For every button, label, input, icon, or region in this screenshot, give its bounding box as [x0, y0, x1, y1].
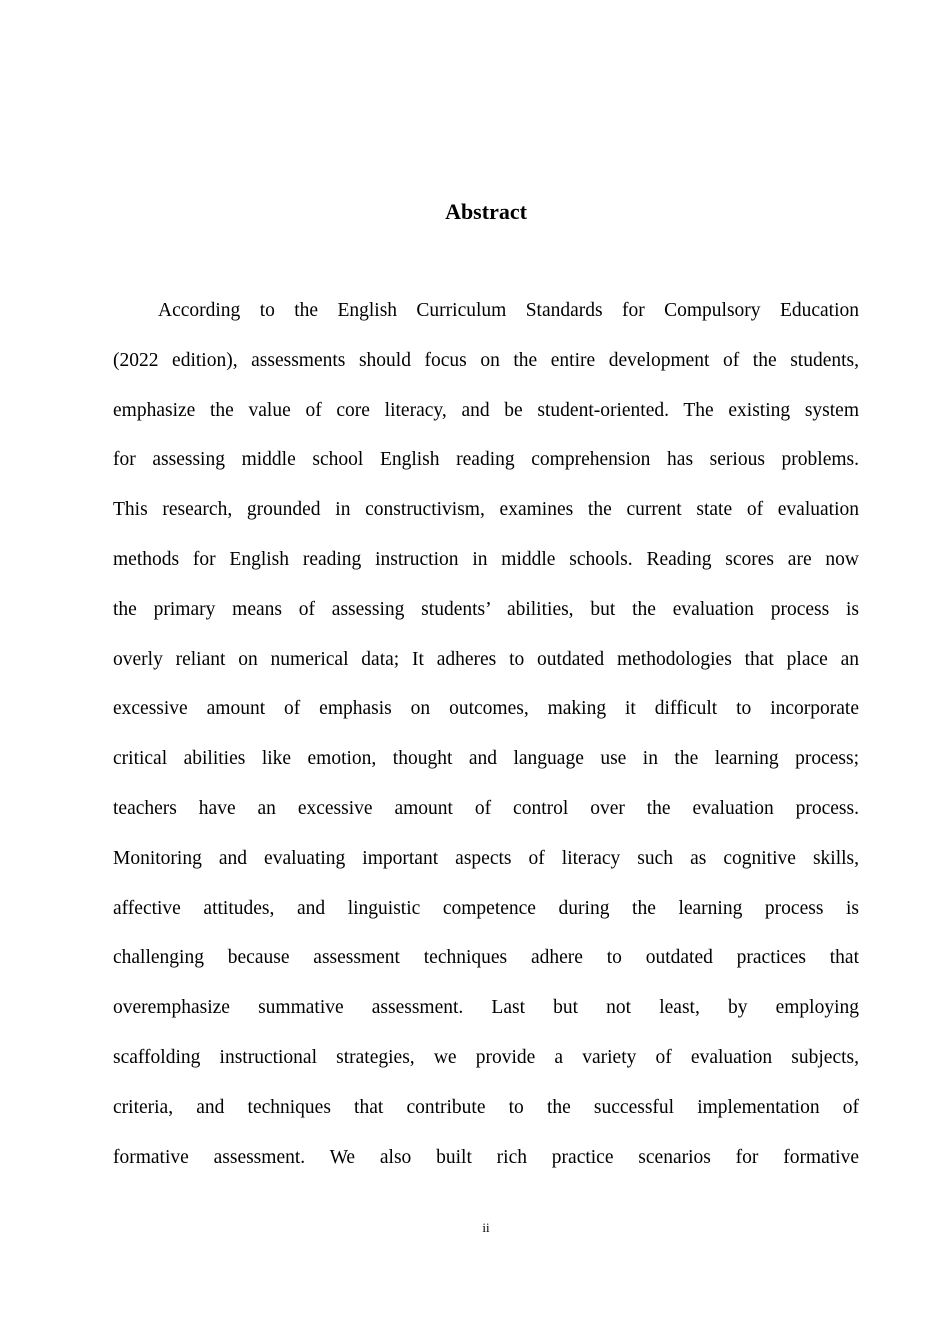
abstract-line: scaffolding instructional strategies, we provide a variety of evaluation subjects, — [113, 1046, 859, 1068]
abstract-line: for assessing middle school English reading comprehension has serious problems. — [113, 449, 859, 471]
abstract-line: methods for English reading instruction in middle schools. Reading scores are now — [113, 548, 859, 570]
page-number: ii — [482, 1220, 490, 1235]
abstract-line: teachers have an excessive amount of control over the evaluation process. — [113, 797, 859, 819]
abstract-line: emphasize the value of core literacy, and be student-oriented. The existing system — [113, 399, 859, 421]
abstract-line: According to the English Curriculum Standards for Compulsory Education — [158, 300, 859, 321]
abstract-body — [113, 286, 859, 1182]
abstract-line: challenging because assessment techniques adhere to outdated practices that — [113, 947, 859, 969]
abstract-line: criteria, and techniques that contribute to the successful implementation of — [113, 1096, 859, 1118]
abstract-line: This research, grounded in constructivism, examines the current state of evaluation — [113, 499, 859, 521]
abstract-line: Monitoring and evaluating important aspects of literacy such as cognitive skills, — [113, 847, 859, 869]
abstract-line: affective attitudes, and linguistic competence during the learning process is — [113, 897, 859, 919]
abstract-line: (2022 edition), assessments should focus on the entire development of the students, — [113, 349, 859, 371]
abstract-line: the primary means of assessing students’ abilities, but the evaluation process is — [113, 598, 859, 620]
abstract-line: overemphasize summative assessment. Last but not least, by employing — [113, 997, 859, 1019]
abstract-line: formative assessment. We also built rich practice scenarios for formative — [113, 1146, 859, 1168]
abstract-title: Abstract — [445, 199, 527, 224]
abstract-line: overly reliant on numerical data; It adheres to outdated methodologies that place an — [113, 648, 859, 670]
abstract-line: excessive amount of emphasis on outcomes, making it difficult to incorporate — [113, 698, 859, 720]
abstract-line: critical abilities like emotion, thought and language use in the learning process; — [113, 748, 859, 770]
